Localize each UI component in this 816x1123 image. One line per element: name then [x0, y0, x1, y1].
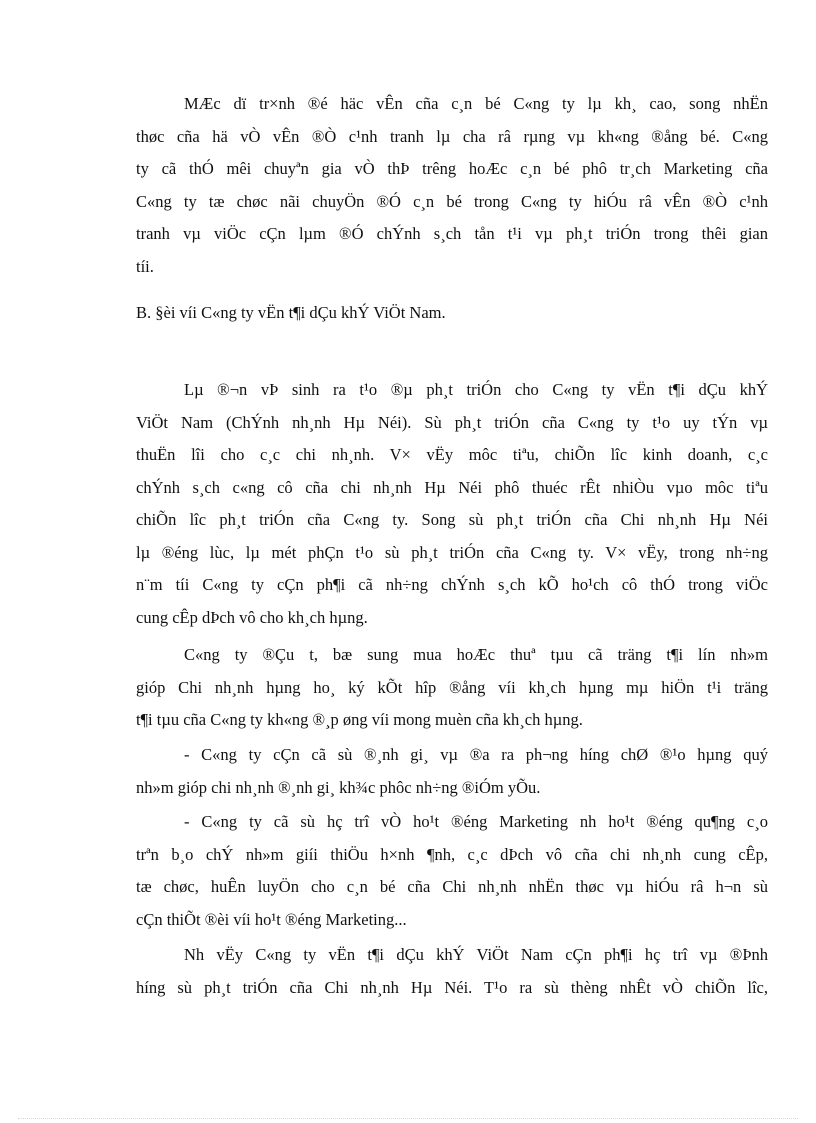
text-line: gióp Chi nh¸nh hµng ho¸ ký kÕt hîp ®ång víi kh¸ch hµng mµ hiÖn t¹i träng [136, 677, 768, 697]
paragraph-1-text [136, 88, 768, 283]
paragraph-3 [136, 639, 768, 737]
text-line: - C«ng ty cã sù hç trî vÒ ho¹t ®éng Marketing nh ho¹t ®éng qu¶ng c¸o [184, 812, 768, 831]
text-line: tæ chøc, huÊn luyÖn cho c¸n bé cña Chi nh¸nh nhËn thøc vµ hiÓu râ h¬n sù [136, 877, 768, 896]
paragraph-3-text [136, 639, 768, 737]
bullet-item-2 [136, 806, 768, 936]
text-line: thøc cña hä vÒ vÊn ®Ò c¹nh tranh lµ cha râ rµng vµ kh«ng ®ång bé. C«ng [136, 126, 768, 146]
paragraph-2-text [136, 374, 768, 634]
page-bottom-rule [18, 1118, 798, 1119]
paragraph-2 [136, 374, 768, 634]
paragraph-4 [136, 939, 768, 1004]
text-line: ty cã thÓ mêi chuyªn gia vÒ thÞ trêng hoÆc c¸n bé phô tr¸ch Marketing cña [136, 159, 768, 178]
bullet-item-2-text [136, 806, 768, 936]
section-heading-b: B. §èi víi C«ng ty vËn t¶i dÇu khÝ ViÖt Nam. [136, 303, 446, 322]
text-line: trªn b¸o chÝ nh»m giíi thiÖu h×nh ¶nh, c¸c dÞch vô cña chi nh¸nh cung cÊp, [136, 844, 768, 864]
text-line: C«ng ty tæ chøc nãi chuyÖn ®Ó c¸n bé trong C«ng ty hiÓu râ vÊn ®Ò c¹nh [136, 191, 768, 211]
text-line: chiÕn lîc ph¸t triÓn cña C«ng ty. Song sù ph¸t triÓn cña Chi nh¸nh Hµ Néi [136, 510, 768, 529]
text-line: cung cÊp dÞch vô cho kh¸ch hµng. [136, 607, 368, 627]
text-line: cÇn thiÕt ®èi víi ho¹t ®éng Marketing... [136, 909, 407, 929]
text-line: MÆc dï tr×nh ®é häc vÊn cña c¸n bé C«ng ty lµ kh¸ cao, song nhËn [184, 94, 768, 113]
bullet-item-1-text [136, 739, 768, 804]
text-line: lµ ®éng lùc, lµ mét phÇn t¹o sù ph¸t triÓn cña C«ng ty. V× vËy, trong nh÷ng [136, 542, 768, 562]
text-line: chÝnh s¸ch c«ng cô cña chi nh¸nh Hµ Néi phô thuéc rÊt nhiÒu vµo môc tiªu [136, 477, 768, 497]
text-line: tranh vµ viÖc cÇn lµm ®Ó chÝnh s¸ch tån t¹i vµ ph¸t triÓn trong thêi gian [136, 224, 768, 243]
text-line: nh»m gióp chi nh¸nh ®¸nh gi¸ kh¾c phôc nh÷ng ®iÓm yÕu. [136, 777, 541, 797]
text-line: Lµ ®¬n vÞ sinh ra t¹o ®µ ph¸t triÓn cho C«ng ty vËn t¶i dÇu khÝ [184, 380, 768, 399]
paragraph-4-text [136, 939, 768, 1004]
text-line: Nh vËy C«ng ty vËn t¶i dÇu khÝ ViÖt Nam cÇn ph¶i hç trî vµ ®Þnh [184, 945, 768, 964]
bullet-item-1 [136, 739, 768, 804]
text-line: thuËn lîi cho c¸c chi nh¸nh. V× vËy môc tiªu, chiÕn lîc kinh doanh, c¸c [136, 445, 768, 464]
text-line: n¨m tíi C«ng ty cÇn ph¶i cã nh÷ng chÝnh s¸ch kÕ ho¹ch cô thÓ trong viÖc [136, 575, 768, 594]
text-line: - C«ng ty cÇn cã sù ®¸nh gi¸ vµ ®a ra ph¬ng híng chØ ®¹o hµng quý [184, 745, 768, 764]
text-line: tíi. [136, 256, 154, 276]
text-line: híng sù ph¸t triÓn cña Chi nh¸nh Hµ Néi. T¹o ra sù thèng nhÊt vÒ chiÕn lîc, [136, 977, 768, 997]
text-line: C«ng ty ®Çu t, bæ sung mua hoÆc thuª tµu cã träng t¶i lín nh»m [184, 645, 768, 664]
paragraph-1 [136, 88, 768, 283]
text-line: t¶i tµu cña C«ng ty kh«ng ®¸p øng víi mong muèn cña kh¸ch hµng. [136, 710, 583, 729]
text-line: ViÖt Nam (ChÝnh nh¸nh Hµ Néi). Sù ph¸t triÓn cña C«ng ty t¹o uy tÝn vµ [136, 412, 768, 432]
